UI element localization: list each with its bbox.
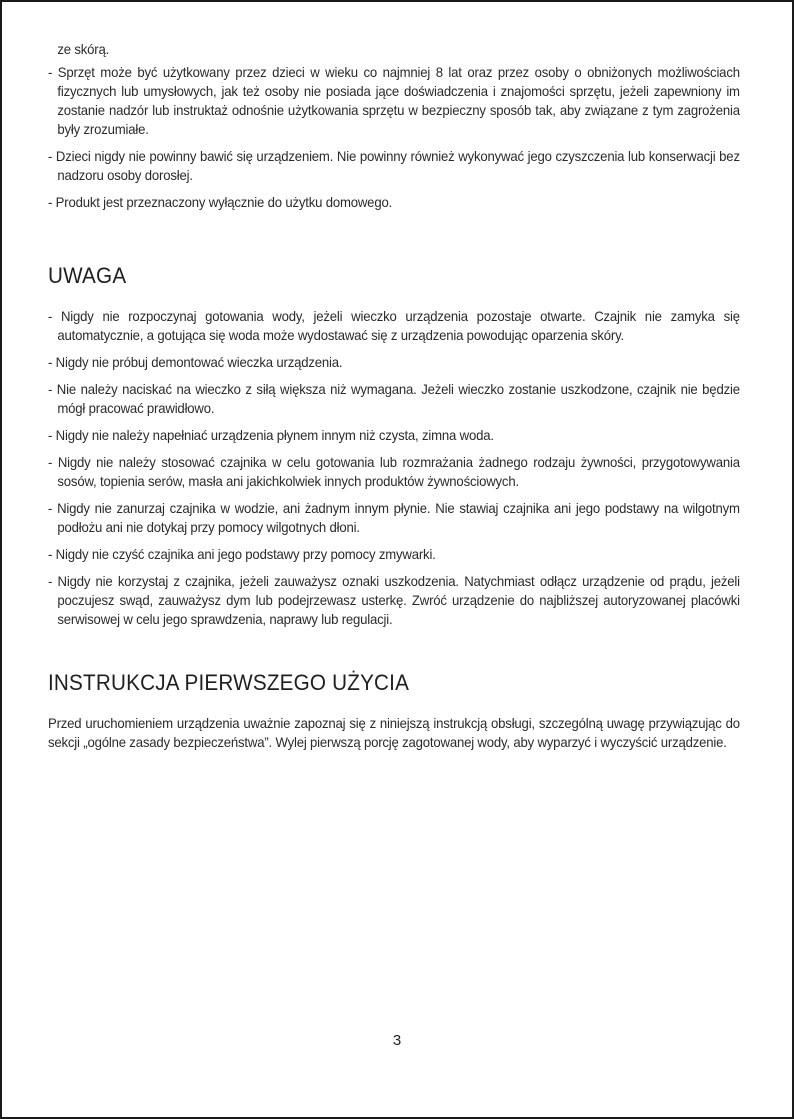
list-item: - Nigdy nie zanurzaj czajnika w wodzie, ani żadnym innym płynie. Nie stawiaj czajnika ani jego podstawy na wilgotnym podłożu ani nie dotykaj przy pomocy wilgotnych dłoni. — [48, 500, 740, 535]
section-heading-first-use: INSTRUKCJA PIERWSZEGO UŻYCIA — [48, 670, 410, 695]
page-content — [48, 40, 740, 752]
list-item: - Nigdy nie należy stosować czajnika w celu gotowania lub rozmrażania żadnego rodzaju żywności, przygotowywania sosów, topienia serów, masła ani jakichkolwiek innych produktów żywnościowych. — [48, 454, 740, 489]
list-item: - Nie należy naciskać na wieczko z siłą większa niż wymagana. Jeżeli wieczko zostanie uszkodzone, czajnik nie będzie mógł pracować prawidłowo. — [48, 381, 740, 416]
list-item: - Nigdy nie rozpoczynaj gotowania wody, jeżeli wieczko urządzenia pozostaje otwarte. Czajnik nie zamyka się automatycznie, a gotująca się woda może wydostawać się z urządzenia powodując oparzenia skóry. — [48, 308, 740, 343]
continuation-text: ze skórą. — [57, 41, 110, 57]
list-item: - Nigdy nie należy napełniać urządzenia płynem innym niż czysta, zimna woda. — [48, 427, 494, 443]
list-item: - Dzieci nigdy nie powinny bawić się urządzeniem. Nie powinny również wykonywać jego czyszczenia lub konserwacji bez nadzoru osoby dorosłej. — [48, 148, 740, 183]
first-use-text: Przed uruchomieniem urządzenia uważnie zapoznaj się z niniejszą instrukcją obsługi, szczególną uwagę przywiązując do sekcji „ogólne zasady bezpieczeństwa”. Wylej pierwszą porcję zagotowanej wody, aby wyparzyć i wyczyścić urządzenie. — [48, 715, 740, 750]
list-item: - Nigdy nie korzystaj z czajnika, jeżeli zauważysz oznaki uszkodzenia. Natychmiast odłącz urządzenie od prądu, jeżeli poczujesz swąd, zauważysz dym lub podejrzewasz usterkę. Zwróć urządzenie do najbliższej autoryzowanej placówki serwisowej w celu jego sprawdzenia, naprawy lub regulacji. — [48, 573, 740, 627]
list-item: - Produkt jest przeznaczony wyłącznie do użytku domowego. — [48, 194, 393, 210]
page-number: 3 — [392, 1032, 402, 1049]
section-heading-warning: UWAGA — [48, 263, 127, 288]
list-item: - Nigdy nie czyść czajnika ani jego podstawy przy pomocy zmywarki. — [48, 546, 436, 562]
list-item: - Sprzęt może być użytkowany przez dzieci w wieku co najmniej 8 lat oraz przez osoby o obniżonych możliwościach fizycznych lub umysłowych, jak też osoby nie posiada jące doświadczenia i znajomości sprzętu, jeżeli zapewniony im zostanie nadzór lub instruktaż odnośnie użytkowania sprzętu w bezpieczny sposób tak, aby związane z tym zagrożenia były zrozumiałe. — [48, 64, 740, 137]
list-item: - Nigdy nie próbuj demontować wieczka urządzenia. — [48, 354, 343, 370]
